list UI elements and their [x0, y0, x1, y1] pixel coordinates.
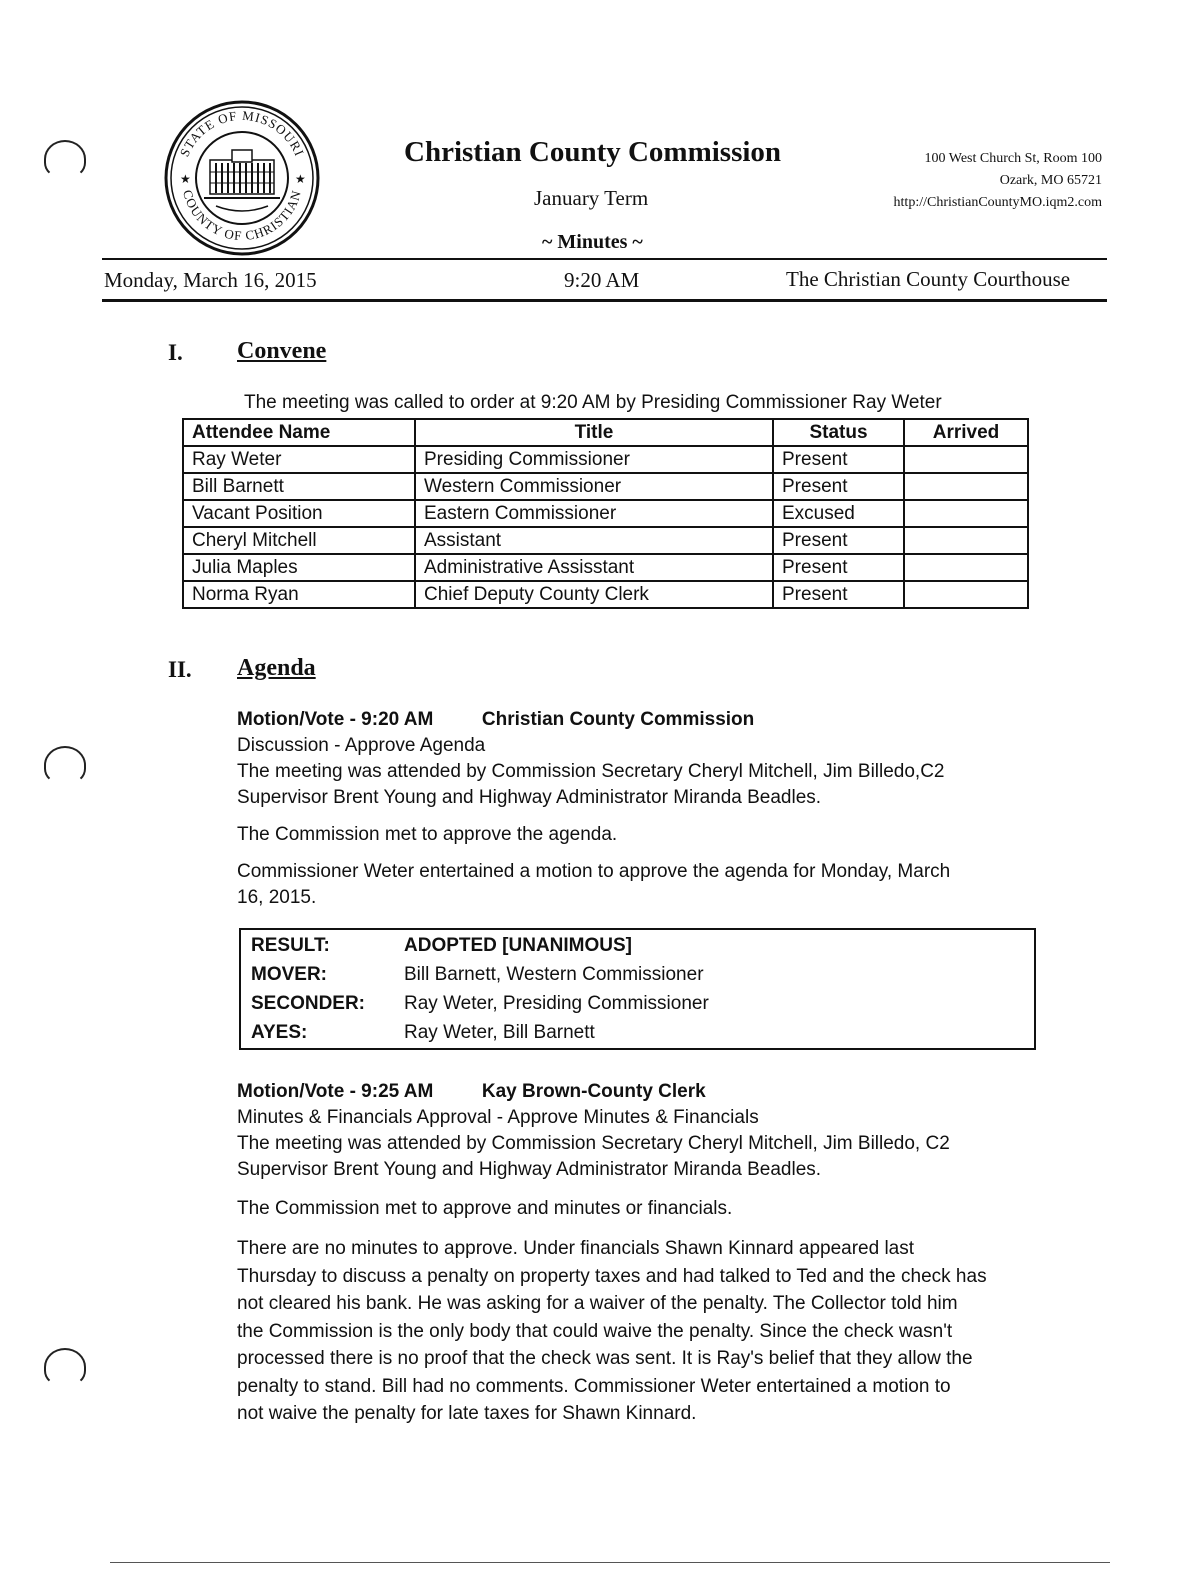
term-label: January Term — [534, 186, 649, 210]
website-link[interactable]: http://ChristianCountyMO.iqm2.com — [893, 195, 1102, 210]
commission-title: Christian County Commission — [404, 136, 782, 168]
table-row — [183, 554, 1028, 581]
address-block — [870, 148, 1102, 214]
attendee-status: Excused — [773, 500, 904, 527]
motion-time-label: Motion/Vote - 9:25 AM — [237, 1081, 434, 1102]
page-bottom-edge — [110, 1562, 1110, 1563]
motion-time-label: Motion/Vote - 9:20 AM — [237, 709, 434, 730]
paragraph-line: not waive the penalty for late taxes for Shawn Kinnard. — [237, 1403, 697, 1424]
paragraph-line: penalty to stand. Bill had no comments. Commissioner Weter entertained a motion to — [237, 1375, 951, 1397]
attendee-title: Eastern Commissioner — [415, 500, 773, 527]
table-row — [183, 527, 1028, 554]
attendee-arrived — [904, 500, 1028, 527]
svg-text:★: ★ — [180, 172, 191, 186]
met-statement: The Commission met to approve and minutes or financials. — [237, 1198, 733, 1219]
attended-line-1: The meeting was attended by Commission Secretary Cheryl Mitchell, Jim Billedo, C2 — [237, 1133, 950, 1154]
attendee-status: Present — [773, 527, 904, 554]
attendee-arrived — [904, 473, 1028, 500]
motion-body: Kay Brown-County Clerk — [481, 1081, 706, 1102]
discussion-line: Minutes & Financials Approval - Approve Minutes & Financials — [237, 1107, 759, 1128]
table-row — [183, 446, 1028, 473]
motion-line-1: Commissioner Weter entertained a motion to approve the agenda for Monday, March — [237, 861, 951, 882]
header-divider-top — [102, 258, 1107, 260]
attendee-arrived — [904, 554, 1028, 581]
seconder-value: Ray Weter, Presiding Commissioner — [404, 993, 709, 1014]
paragraph-line: the Commission is the only body that could waive the penalty. Since the check wasn't — [237, 1320, 953, 1342]
mover-label: MOVER: — [251, 964, 327, 985]
attendee-title: Administrative Assisstant — [415, 554, 773, 581]
paragraph-line: Thursday to discuss a penalty on property taxes and had talked to Ted and the check has — [237, 1265, 987, 1287]
ayes-label: AYES: — [251, 1022, 308, 1043]
column-header-status: Status — [773, 419, 904, 446]
motion-body: Christian County Commission — [481, 709, 755, 730]
motion-heading — [237, 707, 950, 733]
column-header-attendee-name: Attendee Name — [183, 419, 415, 446]
meeting-location: The Christian County Courthouse — [786, 267, 1071, 291]
attended-line-1: The meeting was attended by Commission Secretary Cheryl Mitchell, Jim Billedo,C2 — [237, 761, 945, 782]
meeting-date: Monday, March 16, 2015 — [104, 268, 317, 292]
paragraph-line: There are no minutes to approve. Under financials Shawn Kinnard appeared last — [237, 1238, 915, 1259]
attendance-header-row — [183, 419, 1028, 446]
mover-value: Bill Barnett, Western Commissioner — [404, 964, 704, 985]
attendee-arrived — [904, 527, 1028, 554]
address-line-2: Ozark, MO 65721 — [999, 173, 1102, 188]
svg-text:STATE OF MISSOURI: STATE OF MISSOURI — [176, 107, 308, 159]
table-row — [183, 473, 1028, 500]
attendee-name: Ray Weter — [183, 446, 415, 473]
ayes-value: Ray Weter, Bill Barnett — [404, 1022, 595, 1043]
meeting-time: 9:20 AM — [564, 268, 640, 292]
agenda-item-2 — [237, 1079, 987, 1428]
attendee-status: Present — [773, 446, 904, 473]
attended-line-2: Supervisor Brent Young and Highway Administrator Miranda Beadles. — [237, 787, 822, 808]
attendee-name: Norma Ryan — [183, 581, 415, 608]
attendee-name: Vacant Position — [183, 500, 415, 527]
motion-heading — [237, 1079, 987, 1105]
attended-line-2: Supervisor Brent Young and Highway Administrator Miranda Beadles. — [237, 1159, 822, 1180]
result-label: RESULT: — [251, 935, 330, 956]
address-line-1: 100 West Church St, Room 100 — [924, 151, 1102, 166]
seconder-label: SECONDER: — [251, 993, 366, 1014]
paragraph-line: not cleared his bank. He was asking for a waiver of the penalty. The Collector told him — [237, 1293, 958, 1314]
table-row — [183, 500, 1028, 527]
attendee-status: Present — [773, 554, 904, 581]
section-number-agenda: II. — [168, 657, 192, 682]
attendee-arrived — [904, 581, 1028, 608]
header-divider-bottom — [102, 299, 1107, 302]
column-header-arrived: Arrived — [904, 419, 1028, 446]
column-header-title: Title — [415, 419, 773, 446]
section-title-convene: Convene — [237, 338, 327, 364]
section-number-convene: I. — [168, 340, 183, 365]
result-value: ADOPTED [UNANIMOUS] — [404, 935, 632, 956]
discussion-line: Discussion - Approve Agenda — [237, 735, 486, 756]
attendance-table — [182, 418, 1029, 609]
attendee-name: Bill Barnett — [183, 473, 415, 500]
agenda-item-1 — [237, 707, 950, 911]
attendee-title: Assistant — [415, 527, 773, 554]
table-row — [183, 581, 1028, 608]
attendee-name: Julia Maples — [183, 554, 415, 581]
paragraph-line: processed there is no proof that the check was sent. It is Ray's belief that they allow the — [237, 1348, 973, 1369]
attendee-name: Cheryl Mitchell — [183, 527, 415, 554]
punch-hole-top — [44, 140, 86, 178]
section-title-agenda: Agenda — [237, 655, 316, 681]
attendee-title: Western Commissioner — [415, 473, 773, 500]
vote-result-box — [239, 928, 1036, 1050]
motion-line-2: 16, 2015. — [237, 887, 317, 908]
county-seal-logo — [164, 100, 320, 256]
attendee-title: Chief Deputy County Clerk — [415, 581, 773, 608]
attendee-status: Present — [773, 581, 904, 608]
called-to-order-text: The meeting was called to order at 9:20 AM by Presiding Commissioner Ray Weter — [244, 392, 942, 413]
attendee-arrived — [904, 446, 1028, 473]
svg-text:COUNTY OF CHRISTIAN: COUNTY OF CHRISTIAN — [180, 188, 305, 244]
attendee-status: Present — [773, 473, 904, 500]
discussion-paragraph — [237, 1235, 987, 1428]
attendee-title: Presiding Commissioner — [415, 446, 773, 473]
met-statement: The Commission met to approve the agenda. — [237, 824, 618, 845]
svg-text:★: ★ — [295, 172, 306, 186]
minutes-label: ~ Minutes ~ — [542, 231, 643, 253]
punch-hole-bottom — [44, 1348, 86, 1386]
punch-hole-middle — [44, 746, 86, 784]
